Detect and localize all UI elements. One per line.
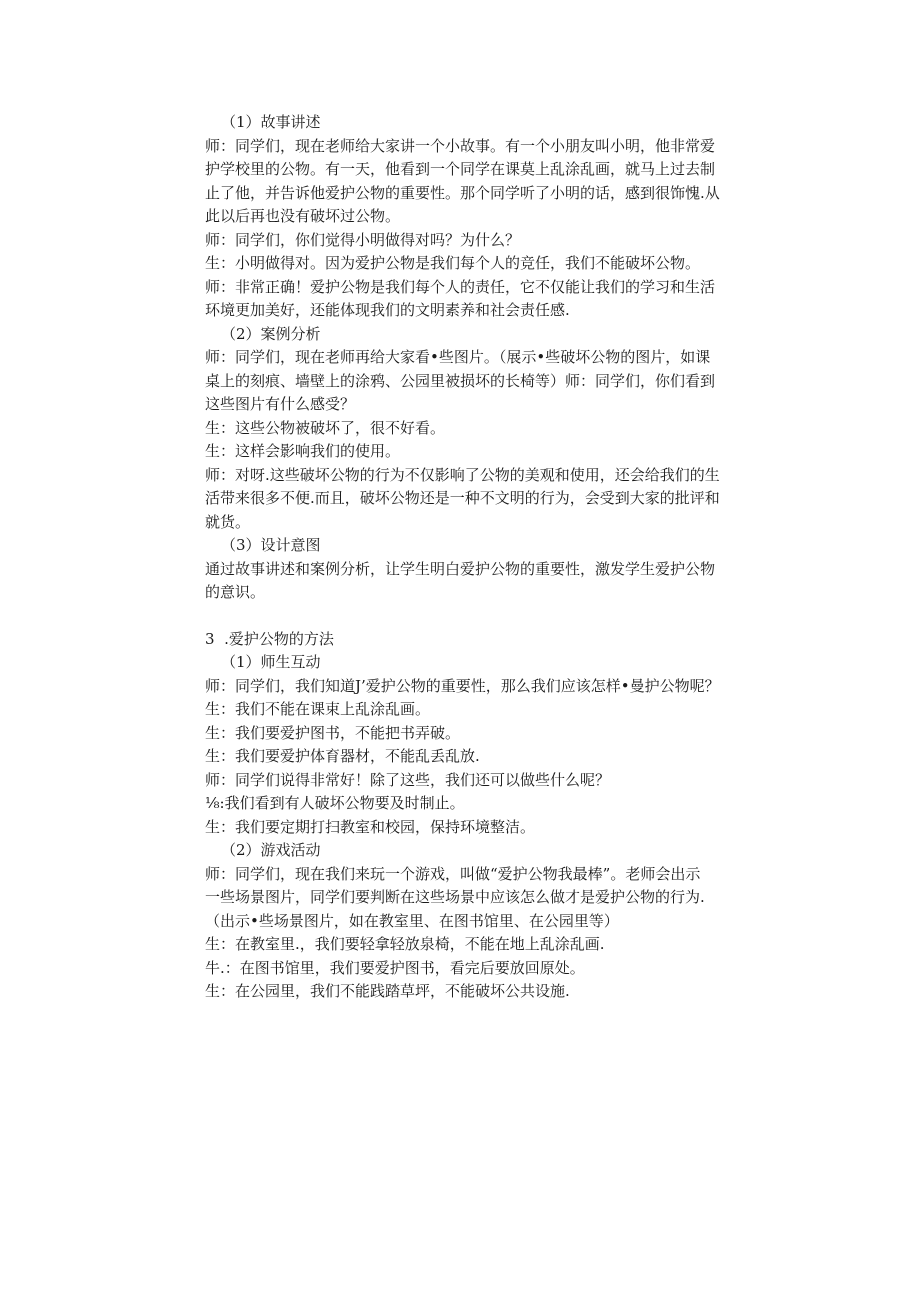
paragraph-line: 生：在公园里，我们不能践踏草坪，不能破坏公共设施. [205,982,570,1000]
section-heading: （1）故事讲述 [221,113,321,131]
paragraph-line: 活带来很多不便.而且，破坏公物还是一种不文明的行为，会受到大家的批评和 [205,489,720,507]
paragraph-line: ⅛:我们看到有人破坏公物要及时制止。 [205,794,465,812]
paragraph-line: 师：同学们，你们觉得小明做得对吗？为什么？ [205,230,521,249]
paragraph-line: 牛.：在图书馆里，我们要爱护图书，看完后要放回原处。 [205,958,585,977]
document-page [205,111,800,1004]
paragraph-line: 师：对呀.这些破坏公物的行为不仅影响了公物的美观和使用，还会给我们的生 [205,465,720,484]
paragraph-line: 师：同学们，现在老师再给大家看•些图片。（展示•些破坏公物的图片，如课 [205,348,711,366]
paragraph-line: 师：同学们说得非常好！除了这些，我们还可以做些什么呢？ [205,770,611,789]
paragraph-line: 就货。 [205,512,251,531]
paragraph-line: 护学校里的公物。有一天，他看到一个同学在课莫上乱涂乱画，就马上过去制 [205,160,716,178]
paragraph-line: 生：我们不能在课束上乱涂乱画。 [205,700,431,718]
paragraph-line: 师：同学们，现在老师给大家讲一个小故事。有一个小朋友叫小明，他非常爱 [205,136,716,155]
paragraph-line: 通过故事讲述和案例分析，让学生明白爱护公物的重要性，激发学生爱护公物 [205,559,716,578]
paragraph-line: 生：我们要定期打扫教室和校园，保持环境整洁。 [205,817,536,836]
paragraph-line: 生：我们要爱护图书，不能把书弄破。 [205,723,461,742]
section-heading: （2）游戏活动 [221,841,321,859]
paragraph-line: 环境更加美好，还能体现我们的文明素养和社会责任感. [205,301,570,319]
section-heading: （2）案例分析 [221,324,321,343]
paragraph-line: 此以后再也没有破坏过公物。 [205,207,401,225]
paragraph-line: 止了他，并告诉他爱护公物的重要性。那个同学听了小明的话，感到很饰愧.从 [205,183,720,202]
part-title: 3 .爱护公物的方法 [205,629,334,648]
section-spacer [205,605,800,628]
paragraph-line: 生：这些公物被破坏了，很不好看。 [205,418,446,437]
paragraph-line: 生：这样会影响我们的使用。 [205,442,401,460]
section-heading: （3）设计意图 [221,536,321,554]
section-heading: （1）师生互动 [221,653,321,671]
paragraph-line: 生：小明做得对。因为爱护公物是我们每个人的竞任，我们不能破坏公物。 [205,254,701,272]
paragraph-line: 师：同学们，现在我们来玩一个游戏，叫做“爱护公物我最棒”。老师会出示 [205,864,701,883]
paragraph-line: 生：我们要爱护体育器材，不能乱丢乱放. [205,747,480,765]
paragraph-line: 一些场景图片，同学们要判断在这些场景中应该怎么做才是爱护公物的行为. [205,888,705,906]
paragraph-line: 这些图片有什么感受？ [205,395,356,413]
paragraph-line: 师：非常正确！爱护公物是我们每个人的责任，它不仅能让我们的学习和生活 [205,277,716,296]
paragraph-line: 生：在教室里.，我们要轻拿轻放泉椅，不能在地上乱涂乱画. [205,935,605,953]
paragraph-line: 桌上的刻痕、墙壁上的涂鸦、公园里被损坏的长椅等）师：同学们，你们看到 [205,371,716,390]
paragraph-line: 的意识。 [205,583,266,601]
paragraph-line: 师：同学们，我们知道J’爱护公物的重要性，那么我们应该怎样•曼护公物呢？ [205,676,720,695]
paragraph-line: （出示•些场景图片，如在教室里、在图书馆里、在公园里等） [205,911,619,930]
